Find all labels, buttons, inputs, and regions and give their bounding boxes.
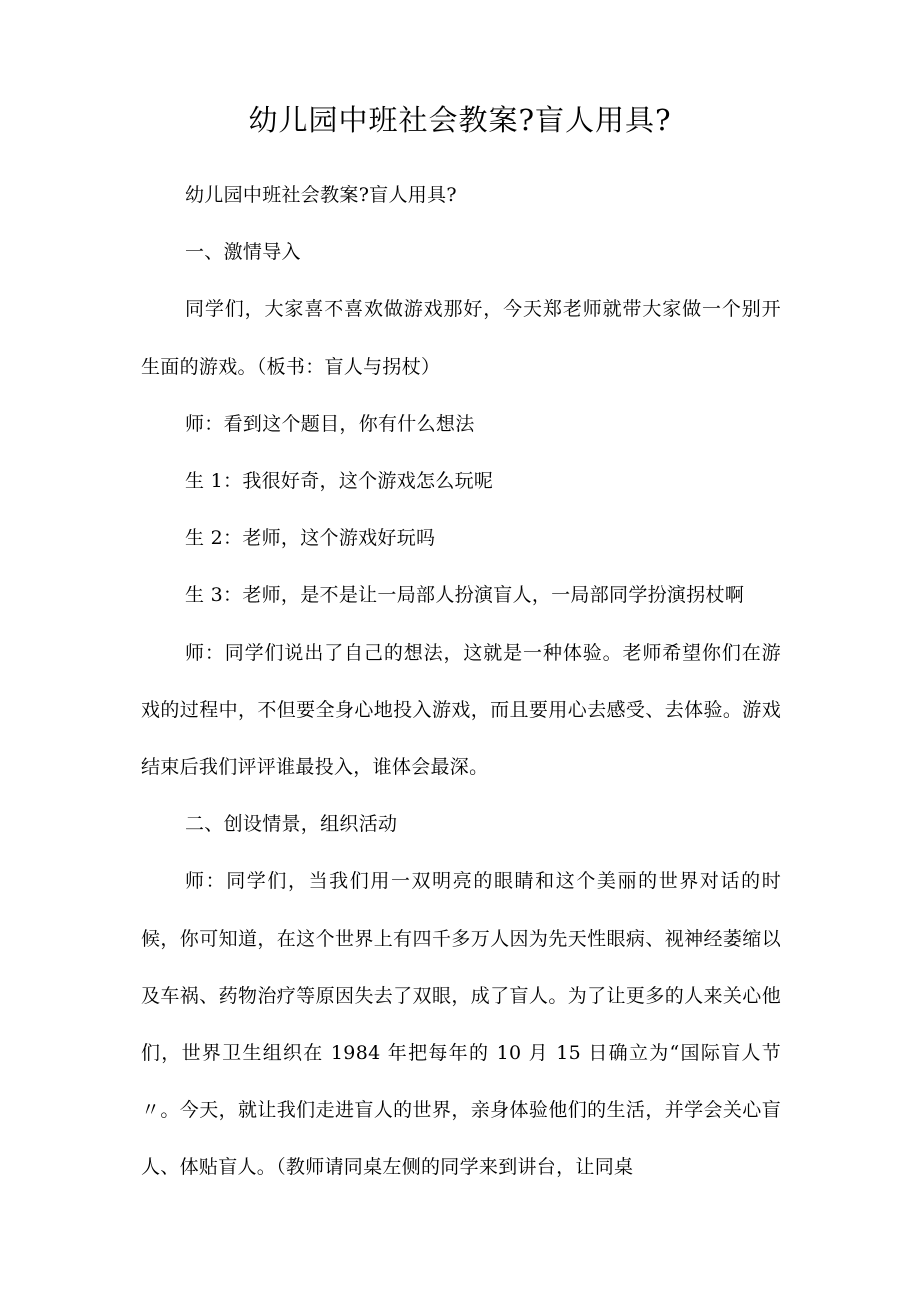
document-body	[141, 167, 781, 1197]
paragraph-subtitle: 幼儿园中班社会教案?盲人用具?	[185, 184, 457, 206]
paragraph-scenario: 师：同学们，当我们用一双明亮的眼睛和这个美丽的世界对话的时候，你可知道，在这个世界上有四千多万人因为先天性眼病、视神经萎缩以及车祸、药物治疗等原因失去了双眼，成了盲人。为了让更多的人来关心他们，世界卫生组织在 1984 年把每年的 10 月 15 日确立为“国际盲人节〃。今天，就让我们走进盲人的世界，亲身体验他们的生活，并学会关心盲人、体贴盲人。（教师请同桌左侧的同学来到讲台，让同桌	[141, 870, 781, 1179]
paragraph-teacher-question: 师：看到这个题目，你有什么想法	[185, 412, 475, 435]
paragraph-section-heading-1: 一、激情导入	[185, 241, 301, 264]
paragraph-teacher-response: 师：同学们说出了自己的想法，这就是一种体验。老师希望你们在游戏的过程中，不但要全身心地投入游戏，而且要用心去感受、去体验。游戏结束后我们评评谁最投入，谁体会最深。	[141, 641, 781, 779]
document-title: 幼儿园中班社会教案?盲人用具?	[248, 103, 672, 137]
paragraph-student-3: 生 3：老师，是不是让一局部人扮演盲人，一局部同学扮演拐杖啊	[185, 584, 745, 607]
paragraph-intro: 同学们，大家喜不喜欢做游戏那好，今天郑老师就带大家做一个别开生面的游戏。（板书：盲人与拐杖）	[141, 298, 781, 378]
paragraph-section-heading-2: 二、创设情景，组织活动	[185, 813, 398, 836]
paragraph-student-1: 生 1：我很好奇，这个游戏怎么玩呢	[185, 470, 494, 493]
paragraph-student-2: 生 2：老师，这个游戏好玩吗	[185, 527, 436, 550]
